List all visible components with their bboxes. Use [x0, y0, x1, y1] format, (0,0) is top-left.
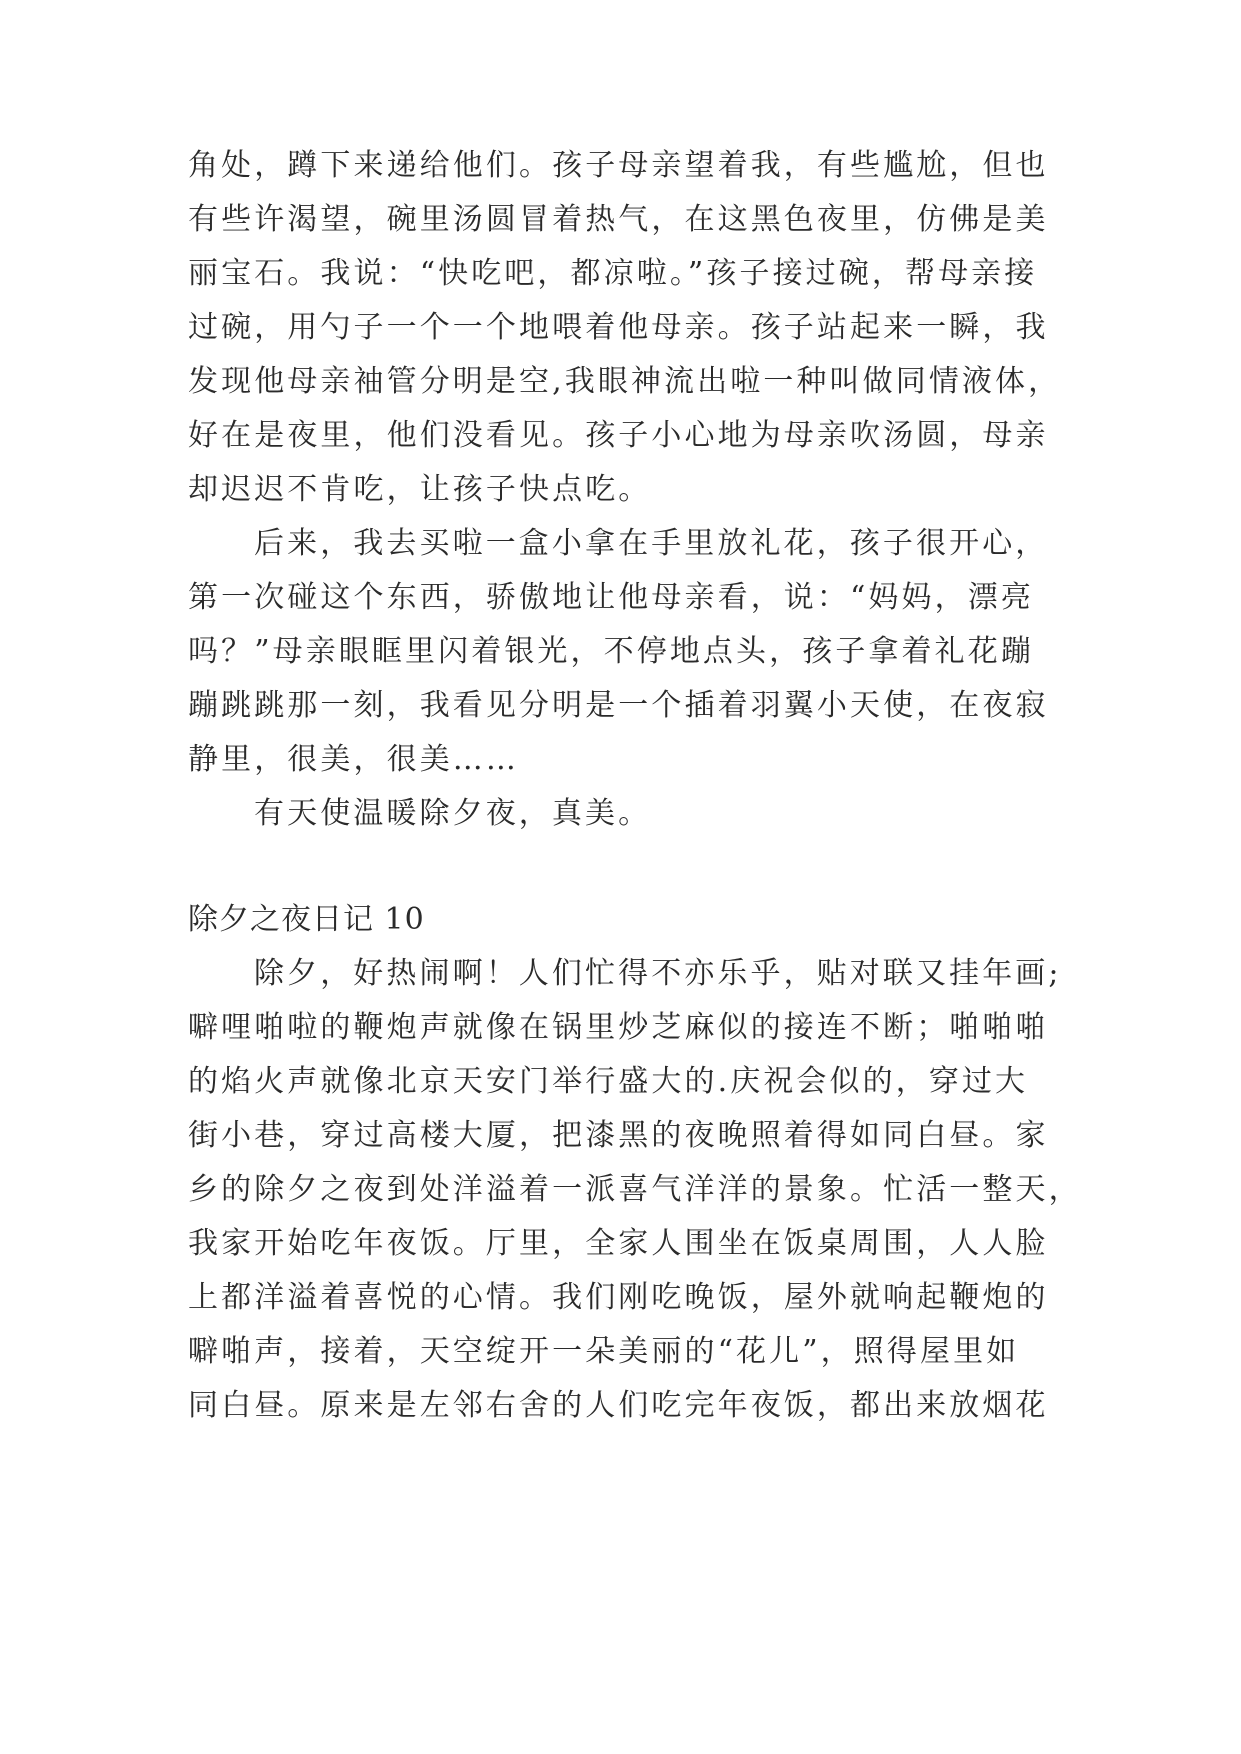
- text-line: 我家开始吃年夜饭。厅里，全家人围坐在饭桌周围，人人脸: [188, 1226, 1049, 1261]
- text-line: 丽宝石。我说：“快吃吧，都凉啦。”孩子接过碗，帮母亲接: [188, 256, 1038, 291]
- text-line: 有些许渴望，碗里汤圆冒着热气，在这黑色夜里，仿佛是美: [188, 202, 1049, 237]
- section-title: 除夕之夜日记 10: [188, 902, 425, 937]
- text-line: 过碗，用勺子一个一个地喂着他母亲。孩子站起来一瞬，我: [188, 310, 1049, 345]
- text-line: 乡的除夕之夜到处洋溢着一派喜气洋洋的景象。忙活一整天，: [188, 1172, 1082, 1207]
- text-line: 静里，很美，很美……: [188, 742, 519, 777]
- text-line: 却迟迟不肯吃，让孩子快点吃。: [188, 472, 652, 507]
- text-line: 同白昼。原来是左邻右舍的人们吃完年夜饭，都出来放烟花: [188, 1388, 1049, 1423]
- text-line: 上都洋溢着喜悦的心情。我们刚吃晚饭，屋外就响起鞭炮的: [188, 1280, 1049, 1315]
- text-line: 好在是夜里，他们没看见。孩子小心地为母亲吹汤圆，母亲: [188, 418, 1049, 453]
- paragraph-first-line: 后来，我去买啦一盒小拿在手里放礼花，孩子很开心，: [254, 526, 1049, 561]
- text-line: 第一次碰这个东西，骄傲地让他母亲看，说：“妈妈，漂亮: [188, 580, 1034, 615]
- text-line: 噼哩啪啦的鞭炮声就像在锅里炒芝麻似的接连不断；啪啪啪: [188, 1010, 1049, 1045]
- paragraph-first-line: 有天使温暖除夕夜，真美。: [254, 796, 652, 831]
- text-line: 蹦跳跳那一刻，我看见分明是一个插着羽翼小天使，在夜寂: [188, 688, 1049, 723]
- text-line: 噼啪声，接着，天空绽开一朵美丽的“花儿”，照得屋里如: [188, 1334, 1020, 1369]
- text-line: 角处，蹲下来递给他们。孩子母亲望着我，有些尴尬，但也: [188, 148, 1049, 183]
- text-line: 的焰火声就像北京天安门举行盛大的.庆祝会似的，穿过大: [188, 1064, 1029, 1099]
- text-line: 发现他母亲袖管分明是空,我眼神流出啦一种叫做同情液体，: [188, 364, 1062, 399]
- text-line: 吗？”母亲眼眶里闪着银光，不停地点头，孩子拿着礼花蹦: [188, 634, 1034, 669]
- text-line: 街小巷，穿过高楼大厦，把漆黑的夜晚照着得如同白昼。家: [188, 1118, 1049, 1153]
- paragraph-first-line: 除夕，好热闹啊！人们忙得不亦乐乎，贴对联又挂年画;: [254, 956, 1062, 991]
